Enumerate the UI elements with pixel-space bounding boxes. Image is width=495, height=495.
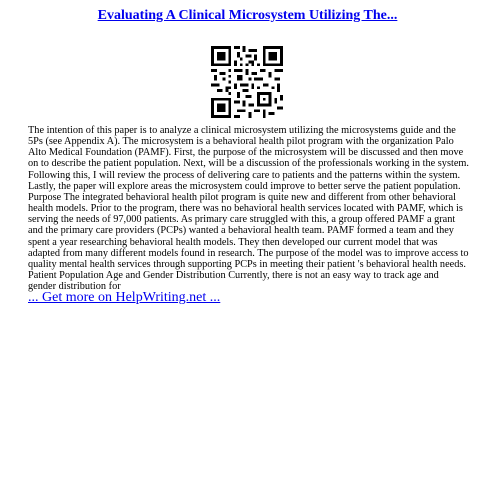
body-text: The intention of this paper is to analyze a clinical microsystem utilizing the microsystems guide and the 5Ps (see Appendix A). The microsystem is a behavioral health pilot program with the organization Palo Alto Medical Foundation (PAMF). First, the purpose of the microsystem will be discussed and then move on to describe the patient population. Next, will be a discussion of the professionals working in the system. Following this, I will review the process of delivering care to patients and the patterns within the system. Lastly, the paper will explore areas the microsystem could improve to better serve the patient population. Purpose The integrated behavioral health pilot program is quite new and different from other behavioral health models. Prior to the program, there was no behavioral health services located with PAMF, which is serving the needs of 97,000 patients. As primary care struggled with this, a group offered PAMF a grant and the primary care providers (PCPs) wanted a behavioral health team. PAMF formed a team and they spent a year researching behavioral health models. They then developed our current model that was adapted from many different models found in research. The purpose of the model was to improve access to quality mental health services through supporting PCPs in meeting their patient 's behavioral health needs. Patient Population Age and Gender Distribution Currently, there is not an easy way to track age and gender distribution for [28,125,469,293]
title-link[interactable]: Evaluating A Clinical Microsystem Utilizing The... [97,8,398,23]
get-more-link[interactable]: ... Get more on HelpWriting.net ... [28,290,221,305]
qr-code-icon [211,46,283,118]
